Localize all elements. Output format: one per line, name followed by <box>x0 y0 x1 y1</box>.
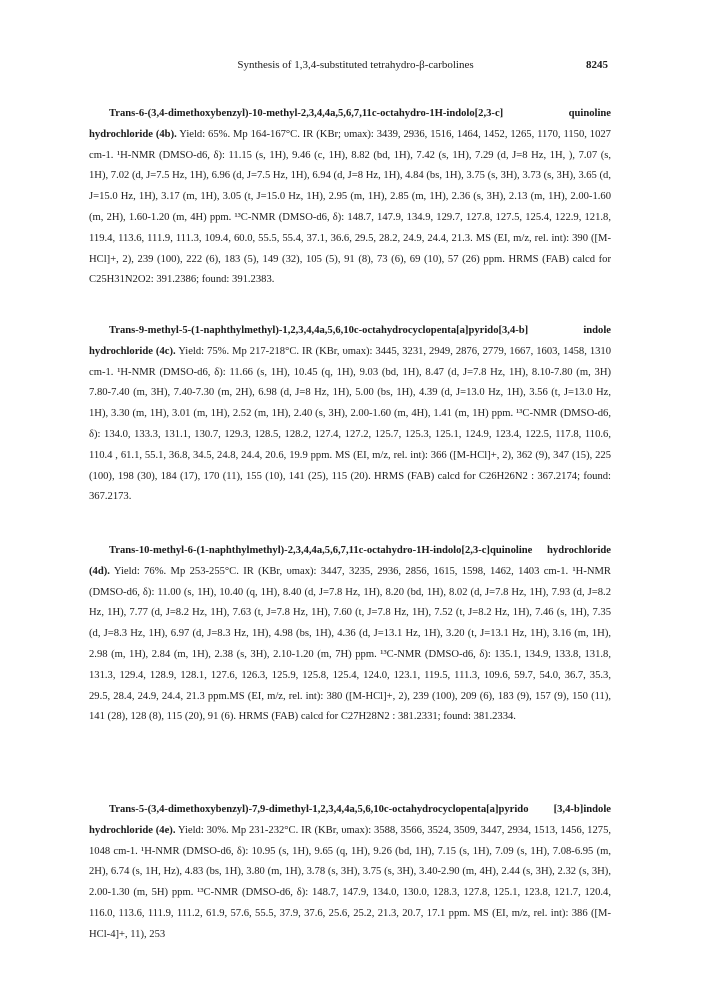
compound-title: Trans-5-(3,4-dimethoxybenzyl)-7,9-dimethyl-1,2,3,4,4a,5,6,10c-octahydrocyclopenta[a]pyrido [3,4-b]indole hydrochloride (4e). <box>89 804 611 836</box>
compound-title: Trans-9-methyl-5-(1-naphthylmethyl)-1,2,3,4,4a,5,6,10c-octahydrocyclopenta[a]pyrido[3,4-b] indole hydrochloride (4c). <box>89 325 611 357</box>
compound-entry-4b <box>89 104 611 291</box>
running-title: Synthesis of 1,3,4-substituted tetrahydro-β-carbolines <box>237 59 474 71</box>
page-header <box>0 57 711 73</box>
compound-title: Trans-6-(3,4-dimethoxybenzyl)-10-methyl-2,3,4,4a,5,6,7,11c-octahydro-1H-indolo[2,3-c] quinoline hydrochloride (4b). <box>89 108 611 140</box>
compound-entry-4d <box>89 541 611 728</box>
page-number: 8245 <box>586 59 608 71</box>
compound-data: Yield: 30%. Mp 231-232°C. IR (KBr, υmax): 3588, 3566, 3524, 3509, 3447, 2934, 1513, 1456, 1275, 1048 cm-1. ¹H-NMR (DMSO-d6, δ): 10.95 (s, 1H), 9.65 (q, 1H), 9.26 (bd, 1H), 7.15 (s, 1H), 7.09 (s, 1H), 7.08-6.95 (m, 2H), 6.74 (s, 1H, Hz), 4.83 (bs, 1H), 3.80 (m, 1H), 3.78 (s, 3H), 3.75 (s, 3H), 3.40-2.90 (m, 4H), 2.44 (s, 3H), 2.32 (s, 3H), 2.00-1.30 (m, 5H) ppm. ¹³C-NMR (DMSO-d6, δ): 148.7, 147.9, 134.0, 130.0, 128.3, 127.8, 125.1, 123.8, 121.7, 120.4, 116.0, 113.6, 111.9, 111.2, 61.9, 57.6, 55.5, 37.9, 37.6, 25.6, 25.2, 21.3, 20.7, 17.1 ppm. MS (EI, m/z, rel. int): 386 ([M-HCl-4]+, 11), 253 <box>89 824 612 940</box>
compound-data: Yield: 76%. Mp 253-255°C. IR (KBr, υmax): 3447, 3235, 2936, 2856, 1615, 1598, 1462, 1403 cm-1. ¹H-NMR (DMSO-d6, δ): 11.00 (s, 1H), 10.40 (q, 1H), 8.40 (d, J=7.8 Hz, 1H), 8.20 (bd, 1H), 8.02 (d, J=7.8 Hz, 1H), 7.93 (d, J=8.2 Hz, 1H), 7.77 (d, J=8.2 Hz, 1H), 7.63 (t, J=7.8 Hz, 1H), 7.60 (t, J=7.8 Hz, 1H), 7.52 (t, J=8.2 Hz, 1H), 7.46 (s, 1H), 7.35 (d, J=8.3 Hz, 1H), 6.97 (d, J=8.3 Hz, 1H), 4.98 (bs, 1H), 4.36 (d, J=13.1 Hz, 1H), 3.20 (t, J=13.1 Hz, 1H), 3.16 (m, 1H), 2.98 (m, 1H), 2.84 (m, 1H), 2.38 (s, 3H), 2.10-1.20 (m, 7H) ppm. ¹³C-NMR (DMSO-d6, δ): 135.1, 134.9, 133.8, 131.8, 131.3, 129.4, 128.9, 128.1, 127.6, 126.3, 125.9, 125.8, 125.4, 124.0, 123.1, 119.5, 111.3, 109.6, 59.7, 54.0, 36.7, 35.3, 29.5, 28.4, 24.9, 24.4, 21.3 ppm.MS (EI, m/z, rel. int): 380 ([M-HCl]+, 2), 239 (100), 209 (6), 183 (9), 157 (9), 150 (11), 141 (28), 128 (8), 115 (20), 91 (6). HRMS (FAB) calcd for C27H28N2 : 381.2331; found: 381.2334. <box>89 565 611 723</box>
compound-entry-4e <box>89 800 611 946</box>
compound-entry-4c <box>89 321 611 508</box>
compound-data: Yield: 75%. Mp 217-218°C. IR (KBr, υmax): 3445, 3231, 2949, 2876, 2779, 1667, 1603, 1458, 1310 cm-1. ¹H-NMR (DMSO-d6, δ): 11.66 (s, 1H), 10.45 (q, 1H), 9.03 (bd, 1H), 8.47 (d, J=7.8 Hz, 1H), 8.10-7.80 (m, 3H) 7.80-7.40 (m, 3H), 7.40-7.30 (m, 2H), 6.98 (d, J=8 Hz, 1H), 5.00 (bs, 1H), 4.39 (d, J=13.0 Hz, 1H), 3.56 (t, J=13.0 Hz, 1H), 3.30 (m, 1H), 3.01 (m, 1H), 2.52 (m, 1H), 2.40 (s, 3H), 2.00-1.60 (m, 4H), 1.41 (m, 1H) ppm. ¹³C-NMR (DMSO-d6, δ): 134.0, 133.3, 131.1, 130.7, 129.3, 128.5, 128.2, 127.4, 127.2, 125.7, 125.3, 125.1, 124.9, 123.4, 122.5, 117.8, 110.6, 110.4 , 61.1, 55.1, 36.8, 34.5, 24.8, 24.4, 20.6, 19.9 ppm. MS (EI, m/z, rel. int): 366 ([M-HCl]+, 2), 362 (9), 347 (15), 225 (100), 198 (30), 184 (17), 170 (11), 155 (10), 141 (25), 115 (20). HRMS (FAB) calcd for C26H26N2 : 367.2174; found: 367.2173. <box>89 345 612 503</box>
compound-title: Trans-10-methyl-6-(1-naphthylmethyl)-2,3,4,4a,5,6,7,11c-octahydro-1H-indolo[2,3-c]quinoline hydrochloride (4d). <box>89 545 611 577</box>
compound-data: Yield: 65%. Mp 164-167°C. IR (KBr; υmax): 3439, 2936, 1516, 1464, 1452, 1265, 1170, 1150, 1027 cm-1. ¹H-NMR (DMSO-d6, δ): 11.15 (s, 1H), 9.46 (c, 1H), 8.82 (bd, 1H), 7.42 (s, 1H), 7.29 (d, J=8 Hz, 1H, ), 7.07 (s, 1H), 7.02 (d, J=7.5 Hz, 1H), 6.96 (d, J=7.5 Hz, 1H), 6.94 (d, J=8 Hz, 1H), 4.84 (bs, 1H), 3.75 (s, 3H), 3.73 (s, 3H), 3.65 (d, J=15.0 Hz, 1H), 3.17 (m, 1H), 3.05 (t, J=15.0 Hz, 1H), 2.95 (m, 1H), 2.85 (m, 1H), 2.36 (s, 3H), 2.13 (m, 1H), 2.00-1.60 (m, 2H), 1.60-1.20 (m, 4H) ppm. ¹³C-NMR (DMSO-d6, δ): 148.7, 147.9, 134.9, 129.7, 127.8, 127.5, 125.4, 122.9, 121.8, 119.4, 113.6, 111.9, 111.3, 109.4, 60.0, 55.5, 55.4, 37.1, 36.6, 29.5, 28.2, 24.9, 24.4, 21.3. MS (EI, m/z, rel. int): 390 ([M-HCl]+, 2), 239 (100), 222 (6), 183 (5), 149 (32), 105 (5), 91 (8), 73 (6), 69 (10), 57 (26) ppm. HRMS (FAB) calcd for C25H31N2O2: 391.2386; found: 391.2383. <box>89 128 611 286</box>
